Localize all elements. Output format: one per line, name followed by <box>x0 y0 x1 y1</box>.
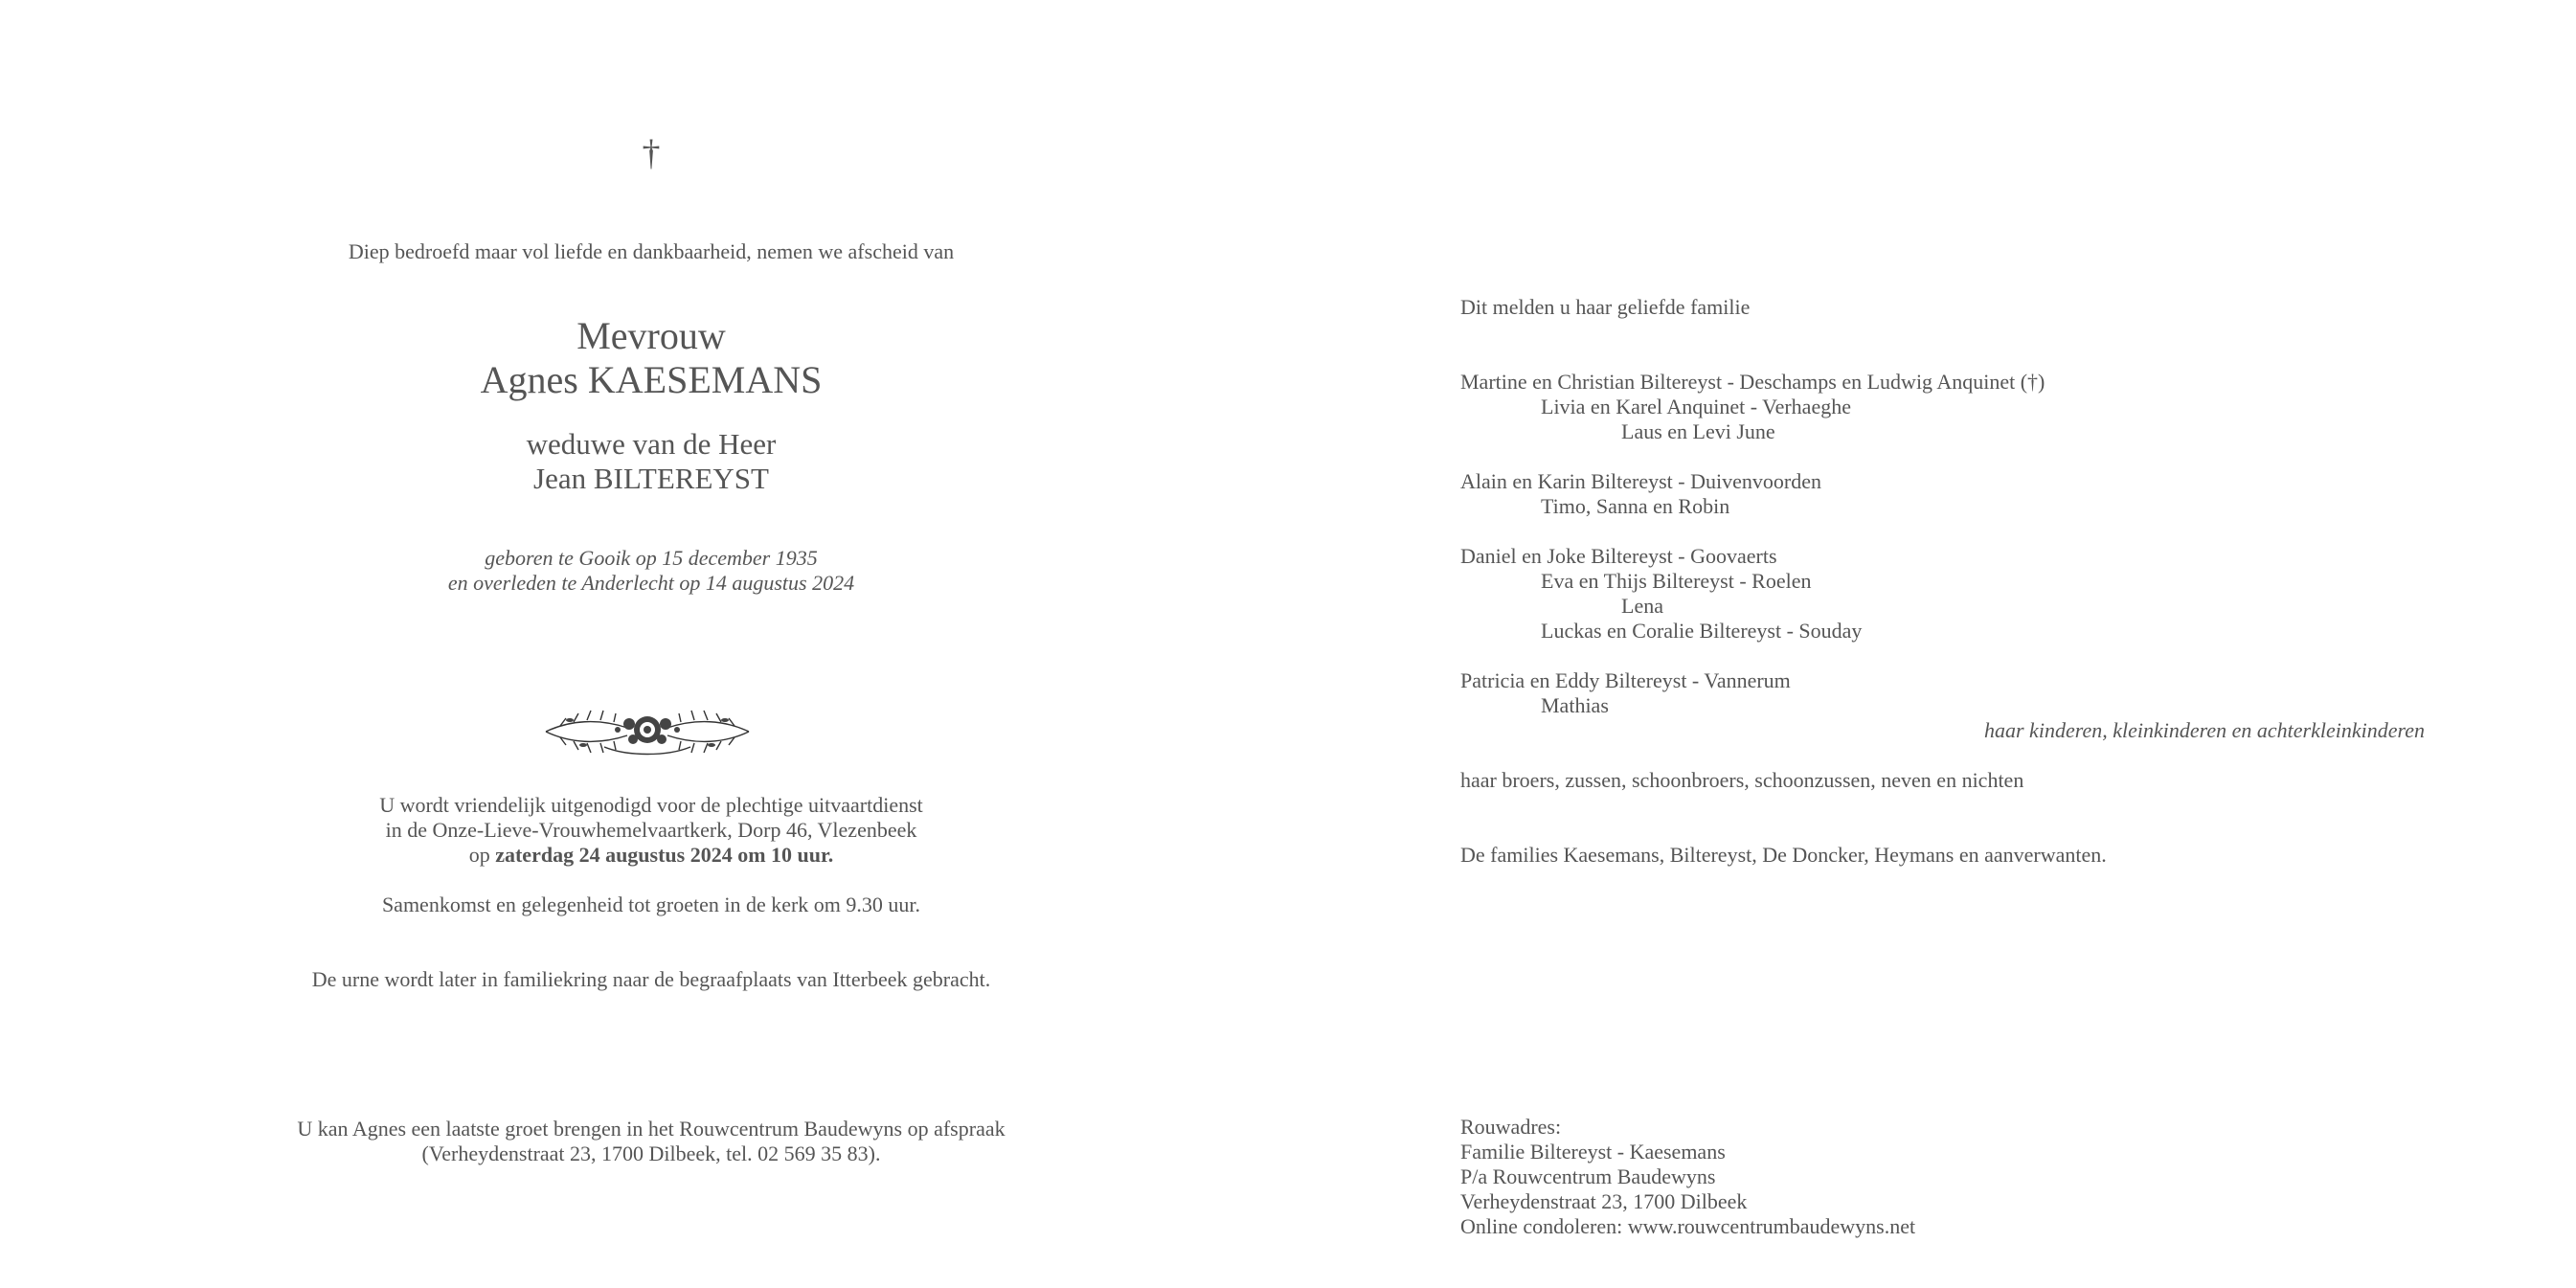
husband-name: Jean BILTEREYST <box>533 462 769 495</box>
address-line: Rouwadres: <box>1460 1115 1562 1139</box>
family-line: Patricia en Eddy Biltereyst - Vannerum <box>1460 668 1791 692</box>
family-line: Lena <box>1621 594 1663 618</box>
families-line: De families Kaesemans, Biltereyst, De Doncker, Heymans en aanverwanten. <box>1460 843 2107 867</box>
visit-line-1: U kan Agnes een laatste groet brengen in het Rouwcentrum Baudewyns op afspraak <box>297 1117 1006 1141</box>
family-line: Timo, Sanna en Robin <box>1541 494 1730 518</box>
family-line-indent <box>1460 569 1811 594</box>
family-line-indent <box>1460 395 1851 419</box>
family-line: Mathias <box>1541 693 1609 717</box>
intro-text: Diep bedroefd maar vol liefde en dankbaarheid, nemen we afscheid van <box>348 239 955 263</box>
floral-ornament-icon <box>541 699 754 758</box>
invite-line-3-prefix: op <box>468 843 496 867</box>
cross-symbol: † <box>642 133 661 173</box>
address-line: Familie Biltereyst - Kaesemans <box>1460 1140 1726 1164</box>
birth-line: geboren te Gooik op 15 december 1935 <box>485 546 818 570</box>
children-caption: haar kinderen, kleinkinderen en achterkleinkinderen <box>1984 718 2425 742</box>
visit-line-2: (Verheydenstraat 23, 1700 Dilbeek, tel. 02 569 35 83). <box>421 1141 881 1165</box>
family-line: Alain en Karin Biltereyst - Duivenvoorden <box>1460 469 1821 493</box>
invite-line-2: in de Onze-Lieve-Vrouwhemelvaartkerk, Dorp 46, Vlezenbeek <box>385 818 917 842</box>
family-line: Laus en Levi June <box>1621 419 1775 443</box>
family-line: Daniel en Joke Biltereyst - Goovaerts <box>1460 544 1777 568</box>
family-line-indent <box>1460 494 1729 519</box>
family-line-indent <box>1460 594 1663 619</box>
widow-line: weduwe van de Heer <box>526 427 777 461</box>
address-line: P/a Rouwcentrum Baudewyns <box>1460 1164 1716 1188</box>
family-line: Luckas en Coralie Biltereyst - Souday <box>1541 619 1863 643</box>
deceased-name: Agnes KAESEMANS <box>480 358 823 401</box>
invite-line-1: U wordt vriendelijk uitgenodigd voor de plechtige uitvaartdienst <box>379 793 923 817</box>
address-line: Verheydenstraat 23, 1700 Dilbeek <box>1460 1189 1748 1213</box>
family-line-indent <box>1460 619 1862 644</box>
family-line: Eva en Thijs Biltereyst - Roelen <box>1541 569 1812 593</box>
invite-line-3 <box>0 843 1302 868</box>
family-line: Livia en Karel Anquinet - Verhaeghe <box>1541 395 1851 418</box>
urn-line: De urne wordt later in familiekring naar de begraafplaats van Itterbeek gebracht. <box>311 967 991 991</box>
funeral-date: zaterdag 24 augustus 2024 om 10 uur. <box>495 843 834 867</box>
address-line: Online condoleren: www.rouwcentrumbaudewyns.net <box>1460 1214 1916 1238</box>
family-line: Martine en Christian Biltereyst - Deschamps en Ludwig Anquinet (†) <box>1460 370 2045 394</box>
family-line-indent <box>1460 419 1775 444</box>
title-mevrouw: Mevrouw <box>576 314 726 357</box>
siblings-line: haar broers, zussen, schoonbroers, schoonzussen, neven en nichten <box>1460 768 2024 792</box>
announce-line: Dit melden u haar geliefde familie <box>1460 295 1751 319</box>
death-line: en overleden te Anderlecht op 14 augustus 2024 <box>447 571 855 595</box>
gathering-line: Samenkomst en gelegenheid tot groeten in de kerk om 9.30 uur. <box>381 893 921 916</box>
family-line-indent <box>1460 693 1609 718</box>
